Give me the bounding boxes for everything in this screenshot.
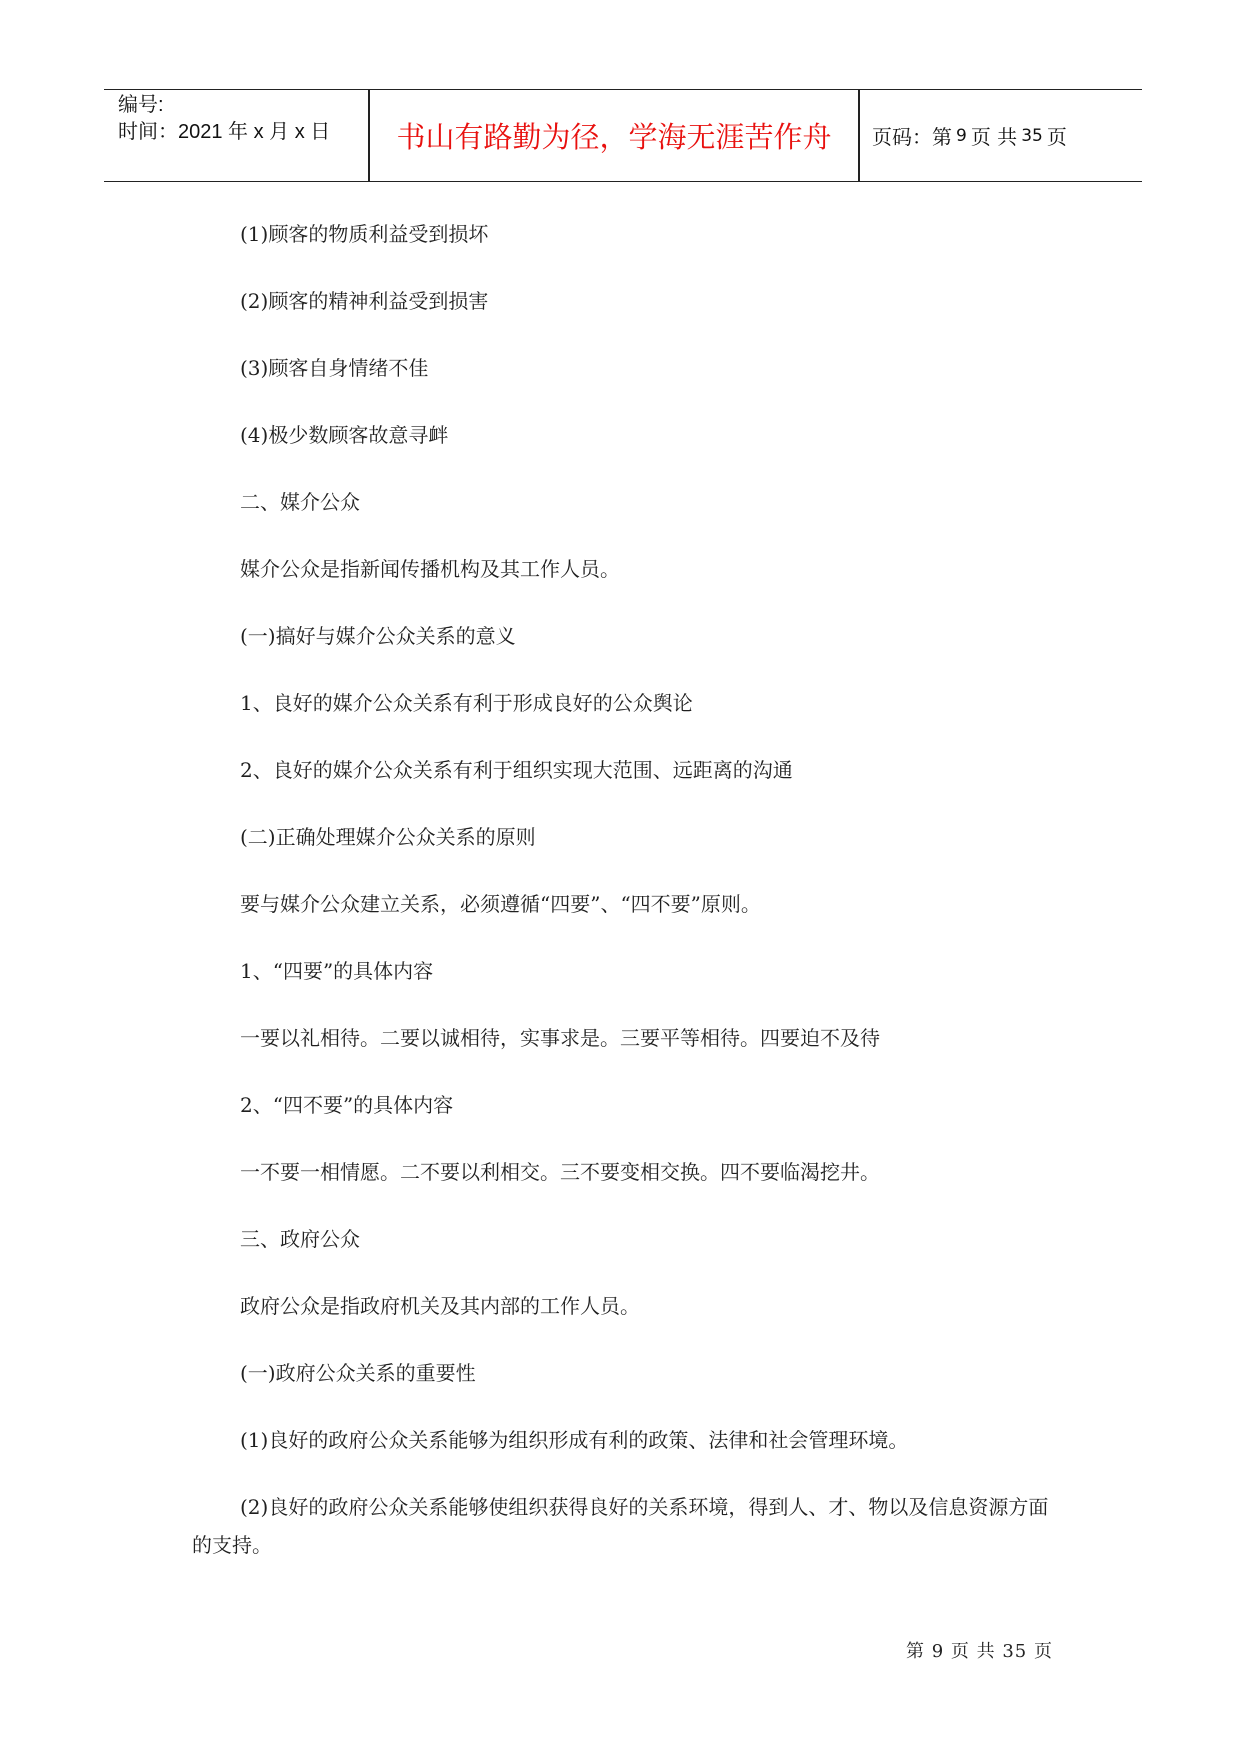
page-prefix: 页码：第 (872, 125, 952, 149)
paragraph: (4)极少数顾客故意寻衅 (240, 423, 449, 447)
page-current: 9 (956, 125, 967, 146)
document-number-label: 编号: (118, 94, 164, 116)
paragraph: 2、“四不要”的具体内容 (240, 1093, 454, 1117)
document-time-label: 时间：2021 年 x 月 x 日 (118, 121, 331, 143)
page-header (104, 89, 1142, 182)
subsection-heading: (二)正确处理媒介公众关系的原则 (240, 825, 536, 849)
header-page-info (872, 90, 1067, 181)
paragraph: 一要以礼相待。二要以诚相待，实事求是。三要平等相待。四要迫不及待 (240, 1026, 880, 1050)
paragraph: 媒介公众是指新闻传播机构及其工作人员。 (240, 557, 620, 581)
paragraph: 1、良好的媒介公众关系有利于形成良好的公众舆论 (240, 691, 693, 715)
paragraph: 2、良好的媒介公众关系有利于组织实现大范围、远距离的沟通 (240, 758, 793, 782)
paragraph: 1、“四要”的具体内容 (240, 959, 434, 983)
paragraph: (2)顾客的精神利益受到损害 (240, 289, 489, 313)
page-mid: 页 共 (970, 125, 1018, 149)
section-heading: 二、媒介公众 (240, 490, 360, 514)
paragraph: (1)顾客的物质利益受到损坏 (240, 222, 489, 246)
section-heading: 三、政府公众 (240, 1227, 360, 1251)
page-footer: 第 9 页 共 35 页 (906, 1641, 1053, 1662)
paragraph: 一不要一相情愿。二不要以利相交。三不要变相交换。四不要临渴挖井。 (240, 1160, 880, 1184)
page-suffix: 页 (1046, 125, 1067, 149)
paragraph: (2)良好的政府公众关系能够使组织获得良好的关系环境，得到人、才、物以及信息资源方面的支持。 (192, 1495, 1049, 1557)
paragraph: (3)顾客自身情绪不佳 (240, 356, 429, 380)
header-meta (118, 92, 358, 146)
header-divider-right (858, 90, 860, 181)
header-motto: 书山有路勤为径，学海无涯苦作舟 (396, 120, 832, 154)
subsection-heading: (一)搞好与媒介公众关系的意义 (240, 624, 516, 648)
page-total: 35 (1021, 125, 1043, 146)
subsection-heading: (一)政府公众关系的重要性 (240, 1361, 476, 1385)
paragraph: (1)良好的政府公众关系能够为组织形成有利的政策、法律和社会管理环境。 (240, 1428, 909, 1452)
paragraph: 政府公众是指政府机关及其内部的工作人员。 (240, 1294, 640, 1318)
paragraph: 要与媒介公众建立关系，必须遵循“四要”、“四不要”原则。 (240, 892, 761, 916)
